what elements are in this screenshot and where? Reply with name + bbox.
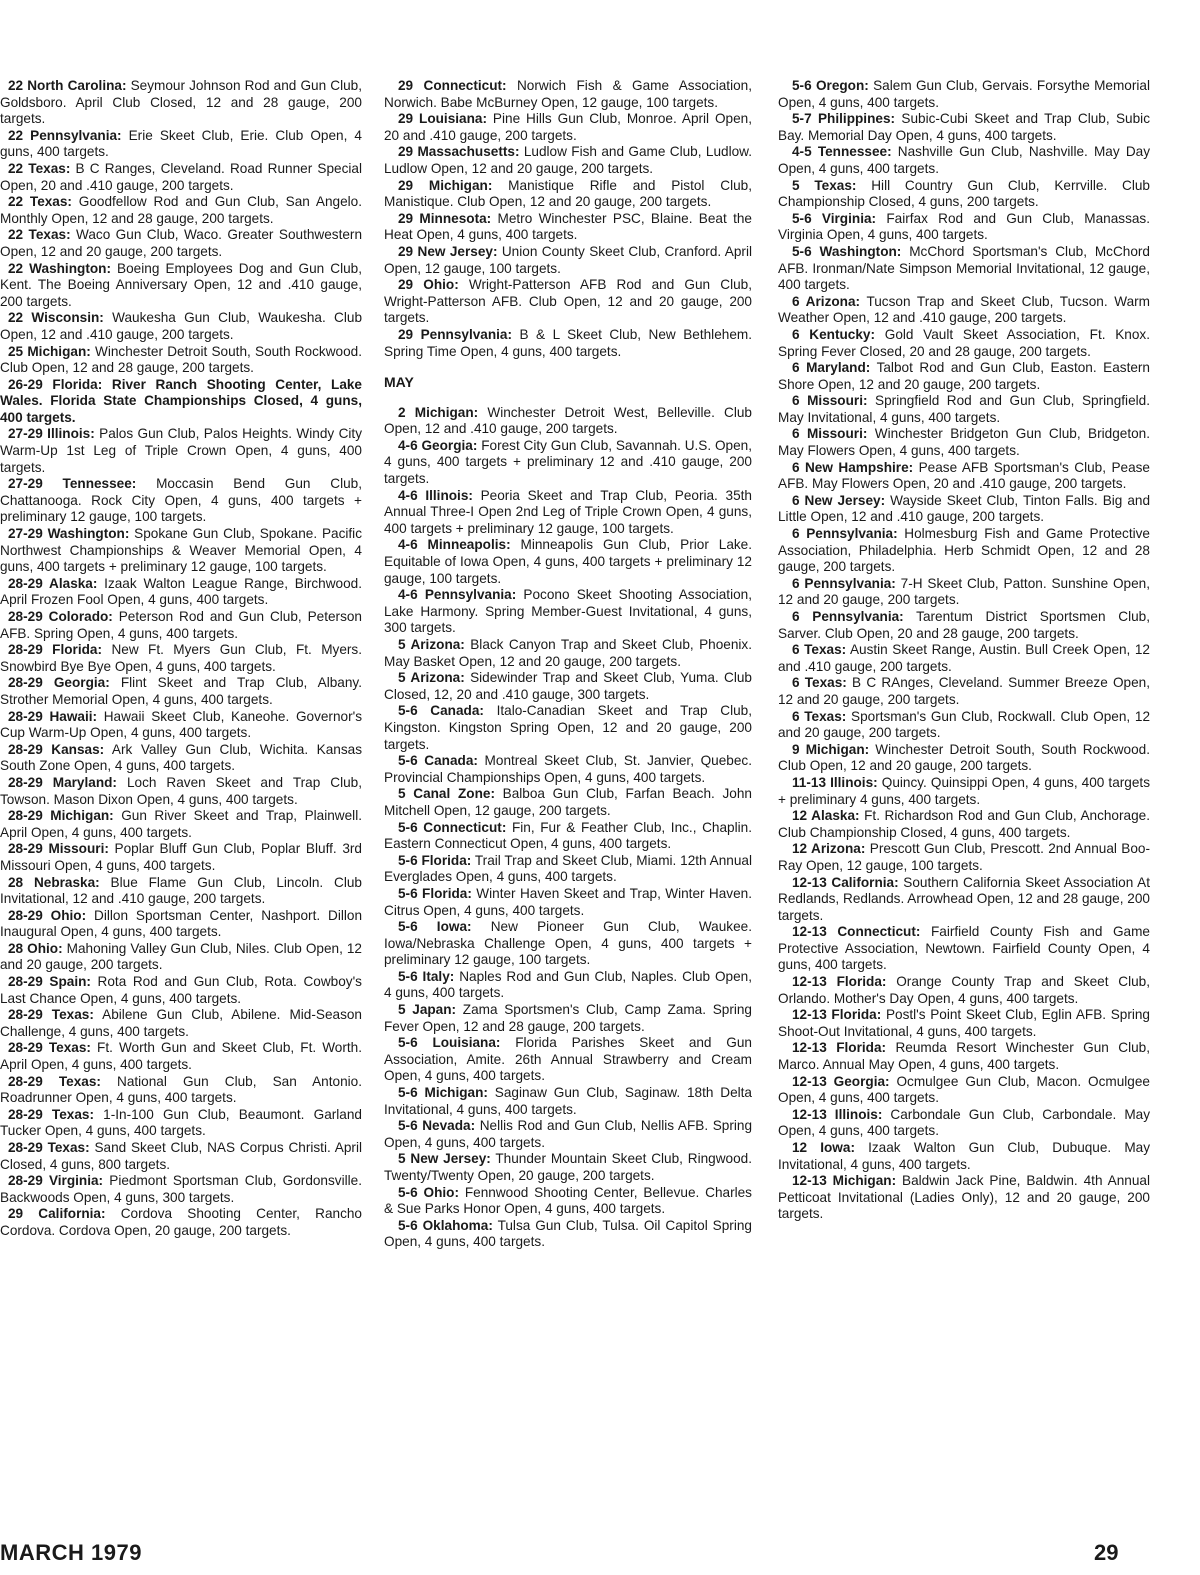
listing-details: Reumda Resort Winchester Gun Club, Marco. Annual May Open, 4 guns, 400 targets.	[778, 1040, 1150, 1073]
listing-entry	[0, 1173, 362, 1206]
listing-date-location: 26-29 Florida: River Ranch Shooting Center, Lake Wales. Florida State Championships Closed, 4 guns, 400 targets.	[0, 376, 362, 425]
listing-details: Izaak Walton League Range, Birchwood. April Frozen Fool Open, 4 guns, 400 targets.	[0, 575, 362, 608]
listing-entry	[778, 393, 1150, 426]
listing-details: Quincy. Quinsippi Open, 4 guns, 400 targets + preliminary 4 guns, 400 targets.	[778, 774, 1150, 807]
listing-date-location: 6 Pennsylvania:	[792, 609, 904, 624]
listing-date-location: 5 Canal Zone:	[398, 786, 495, 802]
listing-entry	[778, 493, 1150, 526]
listing-entry	[778, 426, 1150, 459]
listing-entry	[0, 1040, 362, 1073]
listing-date-location: 11-13 Illinois:	[792, 774, 878, 790]
listing-date-location: 28-29 Virginia:	[8, 1173, 104, 1189]
listing-entry	[0, 161, 362, 194]
listing-entry	[778, 924, 1150, 974]
listing-entry	[384, 919, 752, 969]
listing-details: Loch Raven Skeet and Trap Club, Towson. Mason Dixon Open, 4 guns, 400 targets.	[0, 774, 363, 807]
listing-details: Seymour Johnson Rod and Gun Club, Goldsboro. April Club Closed, 12 and 28 gauge, 200 targets.	[0, 78, 362, 127]
listing-details: Forest City Gun Club, Savannah. U.S. Open, 4 guns, 400 targets + preliminary 12 and .410 gauge, 200 targets.	[384, 437, 752, 487]
listing-entry	[0, 775, 362, 808]
listing-details: Pocono Skeet Shooting Association, Lake Harmony. Spring Member-Guest Invitational, 4 guns, 300 targets.	[384, 587, 753, 636]
listing-details: Balboa Gun Club, Farfan Beach. John Mitchell Open, 12 gauge, 200 targets.	[384, 786, 752, 818]
listing-entry	[384, 327, 752, 360]
listing-details: Subic-Cubi Skeet and Trap Club, Subic Bay. Memorial Day Open, 4 guns, 400 targets.	[778, 111, 1150, 143]
listing-details: Waukesha Gun Club, Waukesha. Club Open, 12 and .410 gauge, 200 targets.	[0, 310, 362, 342]
listing-details: Goodfellow Rod and Gun Club, San Angelo. Monthly Open, 12 and 28 gauge, 200 targets.	[0, 194, 362, 226]
listing-date-location: 5-6 Oregon:	[792, 78, 869, 93]
listing-entry	[0, 1074, 362, 1107]
listing-details: Orange County Trap and Skeet Club, Orlando. Mother's Day Open, 4 guns, 400 targets.	[778, 974, 1151, 1006]
listing-details: Flint Skeet and Trap Club, Albany. Strother Memorial Open, 4 guns, 400 targets.	[0, 675, 362, 707]
listing-date-location: 6 Pennsylvania:	[792, 526, 898, 542]
listing-details: Sand Skeet Club, NAS Corpus Christi. April Closed, 4 guns, 800 targets.	[0, 1140, 362, 1172]
listing-entry	[384, 786, 752, 819]
listing-date-location: 5-7 Philippines:	[792, 111, 896, 127]
listing-entry	[778, 178, 1150, 211]
listing-details: Manistique Rifle and Pistol Club, Manistique. Club Open, 12 and 20 gauge, 200 targets.	[384, 177, 752, 210]
listing-date-location: 5-6 Washington:	[792, 243, 902, 259]
listing-details: Hawaii Skeet Club, Kaneohe. Governor's Cup Warm-Up Open, 4 guns, 400 targets.	[0, 708, 363, 741]
listing-date-location: 22 Pennsylvania:	[8, 127, 122, 143]
listing-date-location: 2 Michigan:	[398, 404, 479, 420]
issue-date: MARCH 1979	[0, 1540, 142, 1565]
listing-entry	[0, 709, 362, 742]
listing-entry	[0, 526, 362, 576]
listing-date-location: 28-29 Florida:	[8, 642, 103, 658]
listing-date-location: 12-13 Florida:	[792, 974, 887, 990]
listing-details: Gun River Skeet and Trap, Plainwell. April Open, 4 guns, 400 targets.	[0, 808, 363, 840]
listing-date-location: 12 Arizona:	[792, 841, 866, 857]
listing-date-location: 6 New Hampshire:	[792, 459, 914, 475]
listing-details: Ft. Worth Gun and Skeet Club, Ft. Worth. April Open, 4 guns, 400 targets.	[0, 1040, 363, 1073]
listing-date-location: 28-29 Texas:	[8, 1007, 94, 1023]
listing-entry	[778, 1173, 1150, 1223]
listing-entry	[778, 609, 1150, 642]
listing-date-location: 5-6 Ohio:	[398, 1184, 459, 1200]
listing-details: Piedmont Sportsman Club, Gordonsville. Backwoods Open, 4 guns, 300 targets.	[0, 1173, 362, 1205]
listing-entry	[778, 875, 1150, 925]
listing-date-location: 27-29 Illinois:	[8, 426, 95, 442]
listing-date-location: 12-13 Florida:	[792, 1040, 887, 1056]
listing-entry	[384, 211, 752, 244]
listing-date-location: 5-6 Italy:	[398, 968, 455, 984]
listing-details: Nashville Gun Club, Nashville. May Day Open, 4 guns, 400 targets.	[778, 144, 1150, 176]
listing-entry	[0, 642, 362, 675]
listing-date-location: 12-13 Illinois:	[792, 1106, 883, 1122]
listing-details: Ocmulgee Gun Club, Macon. Ocmulgee Open, 4 guns, 400 targets.	[778, 1073, 1150, 1106]
listing-details: Ark Valley Gun Club, Wichita. Kansas South Zone Open, 4 guns, 400 targets.	[0, 741, 362, 774]
listing-details: Austin Skeet Range, Austin. Bull Creek Open, 12 and .410 gauge, 200 targets.	[778, 642, 1150, 674]
listing-date-location: 28-29 Hawaii:	[8, 708, 98, 724]
listing-details: Holmesburg Fish and Game Protective Association, Philadelphia. Herb Schmidt Open, 12 and 28 gauge, 200 targets.	[778, 526, 1150, 575]
listing-details: Baldwin Jack Pine, Baldwin. 4th Annual Petticoat Invitational (Ladies Only), 12 and 20 gauge, 200 targets.	[778, 1173, 1150, 1222]
listing-entry	[778, 808, 1150, 841]
listing-date-location: 29 Ohio:	[398, 277, 459, 293]
listing-entry	[778, 775, 1150, 808]
listing-details: Carbondale Gun Club, Carbondale. May Open, 4 guns, 400 targets.	[778, 1106, 1151, 1139]
listing-entry	[384, 886, 752, 919]
listing-entry	[384, 1218, 752, 1251]
listing-date-location: 6 Kentucky:	[792, 326, 876, 342]
listing-entry	[0, 344, 362, 377]
listing-date-location: 6 Maryland:	[792, 360, 871, 376]
listing-details: Cordova Shooting Center, Rancho Cordova. Cordova Open, 20 gauge, 200 targets.	[0, 1206, 362, 1238]
listing-entry	[778, 78, 1150, 111]
listing-date-location: 22 Wisconsin:	[8, 310, 104, 326]
listing-entry	[0, 1107, 362, 1140]
listing-entry	[384, 670, 752, 703]
listing-date-location: 6 Texas:	[792, 642, 847, 658]
listing-details: Rota Rod and Gun Club, Rota. Cowboy's Last Chance Open, 4 guns, 400 targets.	[0, 974, 362, 1006]
listing-date-location: 5-6 Oklahoma:	[398, 1217, 493, 1233]
listing-date-location: 4-6 Pennsylvania:	[398, 587, 517, 603]
listing-entry	[384, 753, 752, 786]
listing-details: Black Canyon Trap and Skeet Club, Phoenix. May Basket Open, 12 and 20 gauge, 200 targets.	[384, 637, 753, 669]
listing-date-location: 27-29 Washington:	[8, 526, 130, 542]
listing-entry	[778, 576, 1150, 609]
listing-entry	[0, 1140, 362, 1173]
listing-entry	[384, 969, 752, 1002]
april-continued-entries	[384, 78, 752, 360]
listing-details: Izaak Walton Gun Club, Dubuque. May Invitational, 4 guns, 400 targets.	[778, 1140, 1150, 1172]
listing-entry	[778, 1140, 1150, 1173]
listing-date-location: 5-6 Nevada:	[398, 1118, 476, 1134]
listing-entry	[0, 908, 362, 941]
listing-date-location: 29 California:	[8, 1206, 106, 1222]
listing-entry	[778, 675, 1150, 708]
listing-date-location: 29 Pennsylvania:	[398, 326, 513, 342]
listing-details: Abilene Gun Club, Abilene. Mid-Season Challenge, 4 guns, 400 targets.	[0, 1007, 362, 1039]
listing-details: Southern California Skeet Association At Redlands, Redlands. Arrowhead Open, 12 and 28 gauge, 200 targets.	[778, 874, 1150, 923]
listing-entry	[384, 853, 752, 886]
listing-date-location: 22 Texas:	[8, 194, 72, 210]
listing-details: Moccasin Bend Gun Club, Chattanooga. Rock City Open, 4 guns, 400 targets + preliminary 12 gauge, 100 targets.	[0, 476, 362, 525]
listing-entry	[384, 111, 752, 144]
listing-date-location: 29 Louisiana:	[398, 111, 488, 127]
listing-details: Postl's Point Skeet Club, Eglin AFB. Spring Shoot-Out Invitational, 4 guns, 400 targets.	[778, 1007, 1150, 1039]
listing-details: Montreal Skeet Club, St. Janvier, Quebec. Provincial Championships Open, 4 guns, 400 targets.	[384, 753, 752, 785]
listing-details: Wright-Patterson AFB Rod and Gun Club, Wright-Patterson AFB. Club Open, 12 and 20 gauge, 200 targets.	[384, 277, 752, 326]
listing-details: Union County Skeet Club, Cranford. April Open, 12 gauge, 100 targets.	[384, 243, 752, 276]
listing-details: New Ft. Myers Gun Club, Ft. Myers. Snowbird Bye Bye Open, 4 guns, 400 targets.	[0, 642, 363, 674]
listing-details: Salem Gun Club, Gervais. Forsythe Memorial Open, 4 guns, 400 targets.	[778, 78, 1150, 110]
listing-entry	[0, 841, 362, 874]
listing-date-location: 28-29 Georgia:	[8, 675, 110, 691]
listing-date-location: 5 Arizona:	[398, 670, 465, 686]
listing-details: Winchester Detroit South, South Rockwood. Club Open, 12 and 20 gauge, 200 targets.	[778, 741, 1150, 774]
listing-entry	[0, 426, 362, 476]
listing-date-location: 29 New Jersey:	[398, 243, 498, 259]
listing-date-location: 5 Texas:	[792, 177, 857, 193]
listing-entry	[384, 587, 752, 637]
listing-date-location: 29 Minnesota:	[398, 210, 492, 226]
listing-entry	[778, 974, 1150, 1007]
listing-date-location: 28-29 Texas:	[8, 1073, 101, 1089]
listing-details: Winter Haven Skeet and Trap, Winter Haven. Citrus Open, 4 guns, 400 targets.	[384, 885, 752, 918]
listing-details: Metro Winchester PSC, Blaine. Beat the Heat Open, 4 guns, 400 targets.	[384, 210, 752, 243]
listing-entry	[384, 178, 752, 211]
listing-entry	[384, 78, 752, 111]
listing-entry	[384, 244, 752, 277]
listing-entry	[384, 820, 752, 853]
listing-entry	[384, 438, 752, 488]
listing-date-location: 22 North Carolina:	[8, 78, 127, 93]
listing-details: Naples Rod and Gun Club, Naples. Club Open, 4 guns, 400 targets.	[384, 968, 753, 1001]
listing-details: Ludlow Fish and Game Club, Ludlow. Ludlow Open, 12 and 20 gauge, 200 targets.	[384, 144, 752, 176]
listing-date-location: 12-13 Michigan:	[792, 1173, 897, 1189]
listing-details: Erie Skeet Club, Erie. Club Open, 4 guns, 400 targets.	[0, 127, 362, 160]
listing-entry	[0, 675, 362, 708]
listing-entry	[778, 1007, 1150, 1040]
listing-date-location: 29 Connecticut:	[398, 78, 507, 93]
listing-entry	[384, 144, 752, 177]
listing-details: Spokane Gun Club, Spokane. Pacific Northwest Championships & Weaver Memorial Open, 4 guns, 400 targets + preliminary 12 gauge, 100 targets.	[0, 526, 362, 575]
listing-date-location: 6 Pennsylvania:	[792, 575, 896, 591]
listing-date-location: 28-29 Texas:	[8, 1106, 94, 1122]
listing-details: Peterson Rod and Gun Club, Peterson AFB. Spring Open, 4 guns, 400 targets.	[0, 609, 362, 641]
listing-details: Italo-Canadian Skeet and Trap Club, Kingston. Kingston Spring Open, 12 and 20 gauge, 200 targets.	[384, 703, 752, 752]
listing-entry	[0, 875, 362, 908]
listing-date-location: 5 Japan:	[398, 1002, 457, 1018]
listing-details: Winchester Detroit South, South Rockwood. Club Open, 12 and 28 gauge, 200 targets.	[0, 343, 362, 376]
listing-entry	[0, 576, 362, 609]
listing-date-location: 6 Missouri:	[792, 393, 868, 409]
listing-entry	[384, 1085, 752, 1118]
listing-details: Peoria Skeet and Trap Club, Peoria. 35th Annual Three-I Open 2nd Leg of Triple Crown Open, 4 guns, 400 targets + preliminary 12 gauge, 100 targets.	[384, 487, 752, 536]
listing-date-location: 22 Texas:	[8, 227, 71, 243]
listing-date-location: 5 Arizona:	[398, 637, 465, 652]
listing-details: Sportsman's Gun Club, Rockwall. Club Open, 12 and 20 gauge, 200 targets.	[778, 708, 1151, 741]
listing-entry	[778, 294, 1150, 327]
listing-details: Dillon Sportsman Center, Nashport. Dillon Inaugural Open, 4 guns, 400 targets.	[0, 907, 363, 940]
listing-entry	[384, 488, 752, 538]
listing-entry	[384, 405, 752, 438]
listing-date-location: 12 Alaska:	[792, 808, 860, 824]
listing-date-location: 12-13 Georgia:	[792, 1073, 890, 1089]
listing-entry	[0, 128, 362, 161]
listing-details: Poplar Bluff Gun Club, Poplar Bluff. 3rd Missouri Open, 4 guns, 400 targets.	[0, 841, 362, 873]
listing-entry	[778, 1074, 1150, 1107]
listing-entry	[778, 144, 1150, 177]
listing-details: Tulsa Gun Club, Tulsa. Oil Capitol Spring Open, 4 guns, 400 targets.	[384, 1217, 752, 1250]
listing-date-location: 28 Ohio:	[8, 940, 63, 956]
listing-date-location: 28 Nebraska:	[8, 874, 100, 890]
listing-details: Hill Country Gun Club, Kerrville. Club Championship Closed, 4 guns, 200 targets.	[778, 177, 1150, 210]
listing-details: Fairfax Rod and Gun Club, Manassas. Virginia Open, 4 guns, 400 targets.	[778, 210, 1151, 243]
listing-date-location: 28-29 Texas:	[8, 1040, 91, 1056]
listing-date-location: 4-6 Minneapolis:	[398, 537, 511, 553]
listing-date-location: 6 Arizona:	[792, 293, 861, 309]
listing-entry	[0, 261, 362, 311]
listing-date-location: 6 Missouri:	[792, 426, 868, 442]
listing-entry	[0, 1206, 362, 1239]
listing-details: Boeing Employees Dog and Gun Club, Kent. The Boeing Anniversary Open, 12 and .410 gauge, 200 targets.	[0, 260, 362, 309]
listing-details: Winchester Bridgeton Gun Club, Bridgeton. May Flowers Open, 4 guns, 400 targets.	[778, 426, 1150, 459]
listing-entry	[778, 460, 1150, 493]
listing-date-location: 5-6 Virginia:	[792, 210, 877, 226]
listing-details: Zama Sportsmen's Club, Camp Zama. Spring Fever Open, 12 and 28 gauge, 200 targets.	[384, 1002, 752, 1034]
listing-details: Pease AFB Sportsman's Club, Pease AFB. May Flowers Open, 20 and .410 gauge, 200 targets.	[778, 459, 1150, 492]
section-heading-may: MAY	[384, 374, 414, 391]
listing-entry	[0, 227, 362, 260]
listing-details: Minneapolis Gun Club, Prior Lake. Equitable of Iowa Open, 4 guns, 400 targets + preliminary 12 gauge, 100 targets.	[384, 537, 753, 586]
listing-date-location: 28-29 Texas:	[8, 1140, 90, 1155]
listing-details: Trail Trap and Skeet Club, Miami. 12th Annual Everglades Open, 4 guns, 400 targets.	[384, 852, 752, 885]
listing-date-location: 5-6 Iowa:	[398, 919, 472, 935]
listing-entry	[778, 327, 1150, 360]
listing-date-location: 25 Michigan:	[8, 343, 91, 359]
listing-details: Sidewinder Trap and Skeet Club, Yuma. Club Closed, 12, 20 and .410 gauge, 300 targets.	[384, 670, 752, 702]
listing-details: Springfield Rod and Gun Club, Springfield. May Invitational, 4 guns, 400 targets.	[778, 393, 1150, 425]
listing-entry	[778, 244, 1150, 294]
may-entries	[384, 405, 752, 1251]
listing-entry	[778, 709, 1150, 742]
listing-date-location: 22 Texas:	[8, 160, 71, 176]
listing-details: Ft. Richardson Rod and Gun Club, Anchorage. Club Championship Closed, 4 guns, 400 targets.	[778, 808, 1150, 840]
listing-date-location: 6 Texas:	[792, 675, 847, 691]
listing-entry	[778, 742, 1150, 775]
listing-entry	[778, 1107, 1150, 1140]
listing-entry	[384, 1002, 752, 1035]
listing-entry	[778, 111, 1150, 144]
listing-date-location: 29 Michigan:	[398, 177, 493, 193]
listing-date-location: 5-6 Connecticut:	[398, 819, 507, 835]
listing-entry	[384, 1035, 752, 1085]
listing-details: Palos Gun Club, Palos Heights. Windy City Warm-Up 1st Leg of Triple Crown Open, 4 guns, 400 targets.	[0, 426, 363, 475]
listing-details: Wayside Skeet Club, Tinton Falls. Big and Little Open, 12 and .410 gauge, 200 targets.	[778, 492, 1151, 525]
listing-details: 1-In-100 Gun Club, Beaumont. Garland Tucker Open, 4 guns, 400 targets.	[0, 1106, 362, 1139]
listing-details: 7-H Skeet Club, Patton. Sunshine Open, 12 and 20 gauge, 200 targets.	[778, 575, 1150, 608]
listing-date-location: 4-6 Illinois:	[398, 487, 473, 503]
listing-details: Talbot Rod and Gun Club, Easton. Eastern Shore Open, 12 and 20 gauge, 200 targets.	[778, 360, 1150, 392]
listing-entry	[384, 537, 752, 587]
listing-entry	[0, 476, 362, 526]
listing-date-location: 28-29 Alaska:	[8, 575, 98, 591]
listing-entry	[0, 377, 362, 427]
listing-details: Tarentum District Sportsmen Club, Sarver. Club Open, 20 and 28 gauge, 200 targets.	[778, 609, 1150, 641]
listing-date-location: 5-6 Michigan:	[398, 1085, 488, 1101]
listing-details: Fairfield County Fish and Game Protective Association, Newtown. Fairfield County Open, 4 guns, 400 targets.	[778, 924, 1150, 973]
column-1	[0, 78, 362, 1240]
listing-date-location: 28-29 Maryland:	[8, 774, 117, 790]
listing-entry	[384, 637, 752, 670]
listing-entry	[778, 1040, 1150, 1073]
listing-entry	[0, 1007, 362, 1040]
listing-date-location: 5-6 Canada:	[398, 703, 484, 719]
listing-date-location: 5-6 Canada:	[398, 753, 478, 769]
listing-details: Mahoning Valley Gun Club, Niles. Club Open, 12 and 20 gauge, 200 targets.	[0, 940, 362, 973]
listing-date-location: 5 New Jersey:	[398, 1151, 491, 1167]
listing-details: Norwich Fish & Game Association, Norwich. Babe McBurney Open, 12 gauge, 100 targets.	[384, 78, 752, 110]
listing-date-location: 12 Iowa:	[792, 1140, 855, 1155]
page-number: 29	[1094, 1540, 1119, 1565]
listing-entry	[778, 360, 1150, 393]
listing-details: Waco Gun Club, Waco. Greater Southwestern Open, 12 and 20 gauge, 200 targets.	[0, 227, 362, 259]
listing-details: B C RAnges, Cleveland. Summer Breeze Open, 12 and 20 gauge, 200 targets.	[778, 675, 1151, 707]
listing-date-location: 5-6 Louisiana:	[398, 1035, 501, 1051]
listing-date-location: 5-6 Florida:	[398, 885, 472, 901]
listing-date-location: 12-13 Florida:	[792, 1007, 882, 1023]
listing-date-location: 27-29 Tennessee:	[8, 476, 137, 492]
listing-details: Fin, Fur & Feather Club, Inc., Chaplin. Eastern Connecticut Open, 4 guns, 400 targets.	[384, 819, 752, 852]
listing-details: B C Ranges, Cleveland. Road Runner Special Open, 20 and .410 gauge, 200 targets.	[0, 160, 362, 193]
listing-date-location: 4-5 Tennessee:	[792, 144, 892, 160]
listing-details: Florida Parishes Skeet and Gun Association, Amite. 26th Annual Strawberry and Cream Open, 4 guns, 400 targets.	[384, 1035, 752, 1084]
listing-date-location: 28-29 Spain:	[8, 974, 91, 990]
listing-entry	[384, 1118, 752, 1151]
listing-date-location: 22 Washington:	[8, 260, 111, 276]
listing-entry	[0, 194, 362, 227]
listing-entry	[384, 1185, 752, 1218]
listing-details: National Gun Club, San Antonio. Roadrunner Open, 4 guns, 400 targets.	[0, 1073, 362, 1106]
listing-date-location: 4-6 Georgia:	[398, 437, 478, 453]
listing-date-location: 28-29 Ohio:	[8, 907, 87, 923]
listing-details: Winchester Detroit West, Belleville. Club Open, 12 and .410 gauge, 200 targets.	[384, 404, 752, 437]
listing-entry	[384, 1151, 752, 1184]
listing-entry	[0, 742, 362, 775]
listing-date-location: 28-29 Colorado:	[8, 609, 113, 624]
listing-details: New Pioneer Gun Club, Waukee. Iowa/Nebraska Challenge Open, 4 guns, 400 targets + preliminary 12 gauge, 100 targets.	[384, 919, 752, 968]
listing-date-location: 29 Massachusetts:	[398, 144, 520, 160]
column-3	[778, 78, 1150, 1223]
listing-details: Saginaw Gun Club, Saginaw. 18th Delta Invitational, 4 guns, 400 targets.	[384, 1085, 752, 1117]
listing-entry	[0, 609, 362, 642]
listing-details: Fennwood Shooting Center, Bellevue. Charles & Sue Parks Honor Open, 4 guns, 400 targets.	[384, 1184, 752, 1217]
listing-date-location: 28-29 Michigan:	[8, 808, 114, 824]
listing-date-location: 9 Michigan:	[792, 741, 870, 757]
listing-date-location: 12-13 Connecticut:	[792, 924, 921, 940]
listing-entry	[778, 642, 1150, 675]
listing-entry	[0, 310, 362, 343]
column-2	[384, 78, 752, 1251]
listing-details: Blue Flame Gun Club, Lincoln. Club Invitational, 12 and .410 gauge, 200 targets.	[0, 874, 362, 907]
listing-details: Nellis Rod and Gun Club, Nellis AFB. Spring Open, 4 guns, 400 targets.	[384, 1118, 753, 1150]
listing-entry	[0, 941, 362, 974]
listing-date-location: 5-6 Florida:	[398, 852, 472, 868]
listing-details: B & L Skeet Club, New Bethlehem. Spring Time Open, 4 guns, 400 targets.	[384, 326, 752, 359]
listing-date-location: 6 New Jersey:	[792, 492, 886, 508]
listing-entry	[0, 974, 362, 1007]
listing-details: Thunder Mountain Skeet Club, Ringwood. Twenty/Twenty Open, 20 gauge, 200 targets.	[384, 1151, 752, 1183]
listing-entry	[778, 211, 1150, 244]
listing-date-location: 28-29 Missouri:	[8, 841, 109, 857]
listing-details: Gold Vault Skeet Association, Ft. Knox. Spring Fever Closed, 20 and 28 gauge, 200 targets.	[778, 326, 1150, 359]
listing-details: Prescott Gun Club, Prescott. 2nd Annual Boo-Ray Open, 12 gauge, 100 targets.	[778, 841, 1150, 873]
listing-details: McChord Sportsman's Club, McChord AFB. Ironman/Nate Simpson Memorial Invitational, 12 gauge, 400 targets.	[778, 243, 1150, 293]
listing-entry	[778, 841, 1150, 874]
listing-date-location: 28-29 Kansas:	[8, 741, 105, 757]
listing-details: Pine Hills Gun Club, Monroe. April Open, 20 and .410 gauge, 200 targets.	[384, 111, 753, 143]
listing-date-location: 6 Texas:	[792, 708, 847, 724]
listing-entry	[384, 703, 752, 753]
listing-entry	[778, 526, 1150, 576]
listing-details: Tucson Trap and Skeet Club, Tucson. Warm Weather Open, 12 and .410 gauge, 200 targets.	[778, 293, 1150, 326]
listing-entry	[0, 808, 362, 841]
listing-entry	[0, 78, 362, 128]
listing-entry	[384, 277, 752, 327]
listing-date-location: 12-13 California:	[792, 874, 899, 890]
